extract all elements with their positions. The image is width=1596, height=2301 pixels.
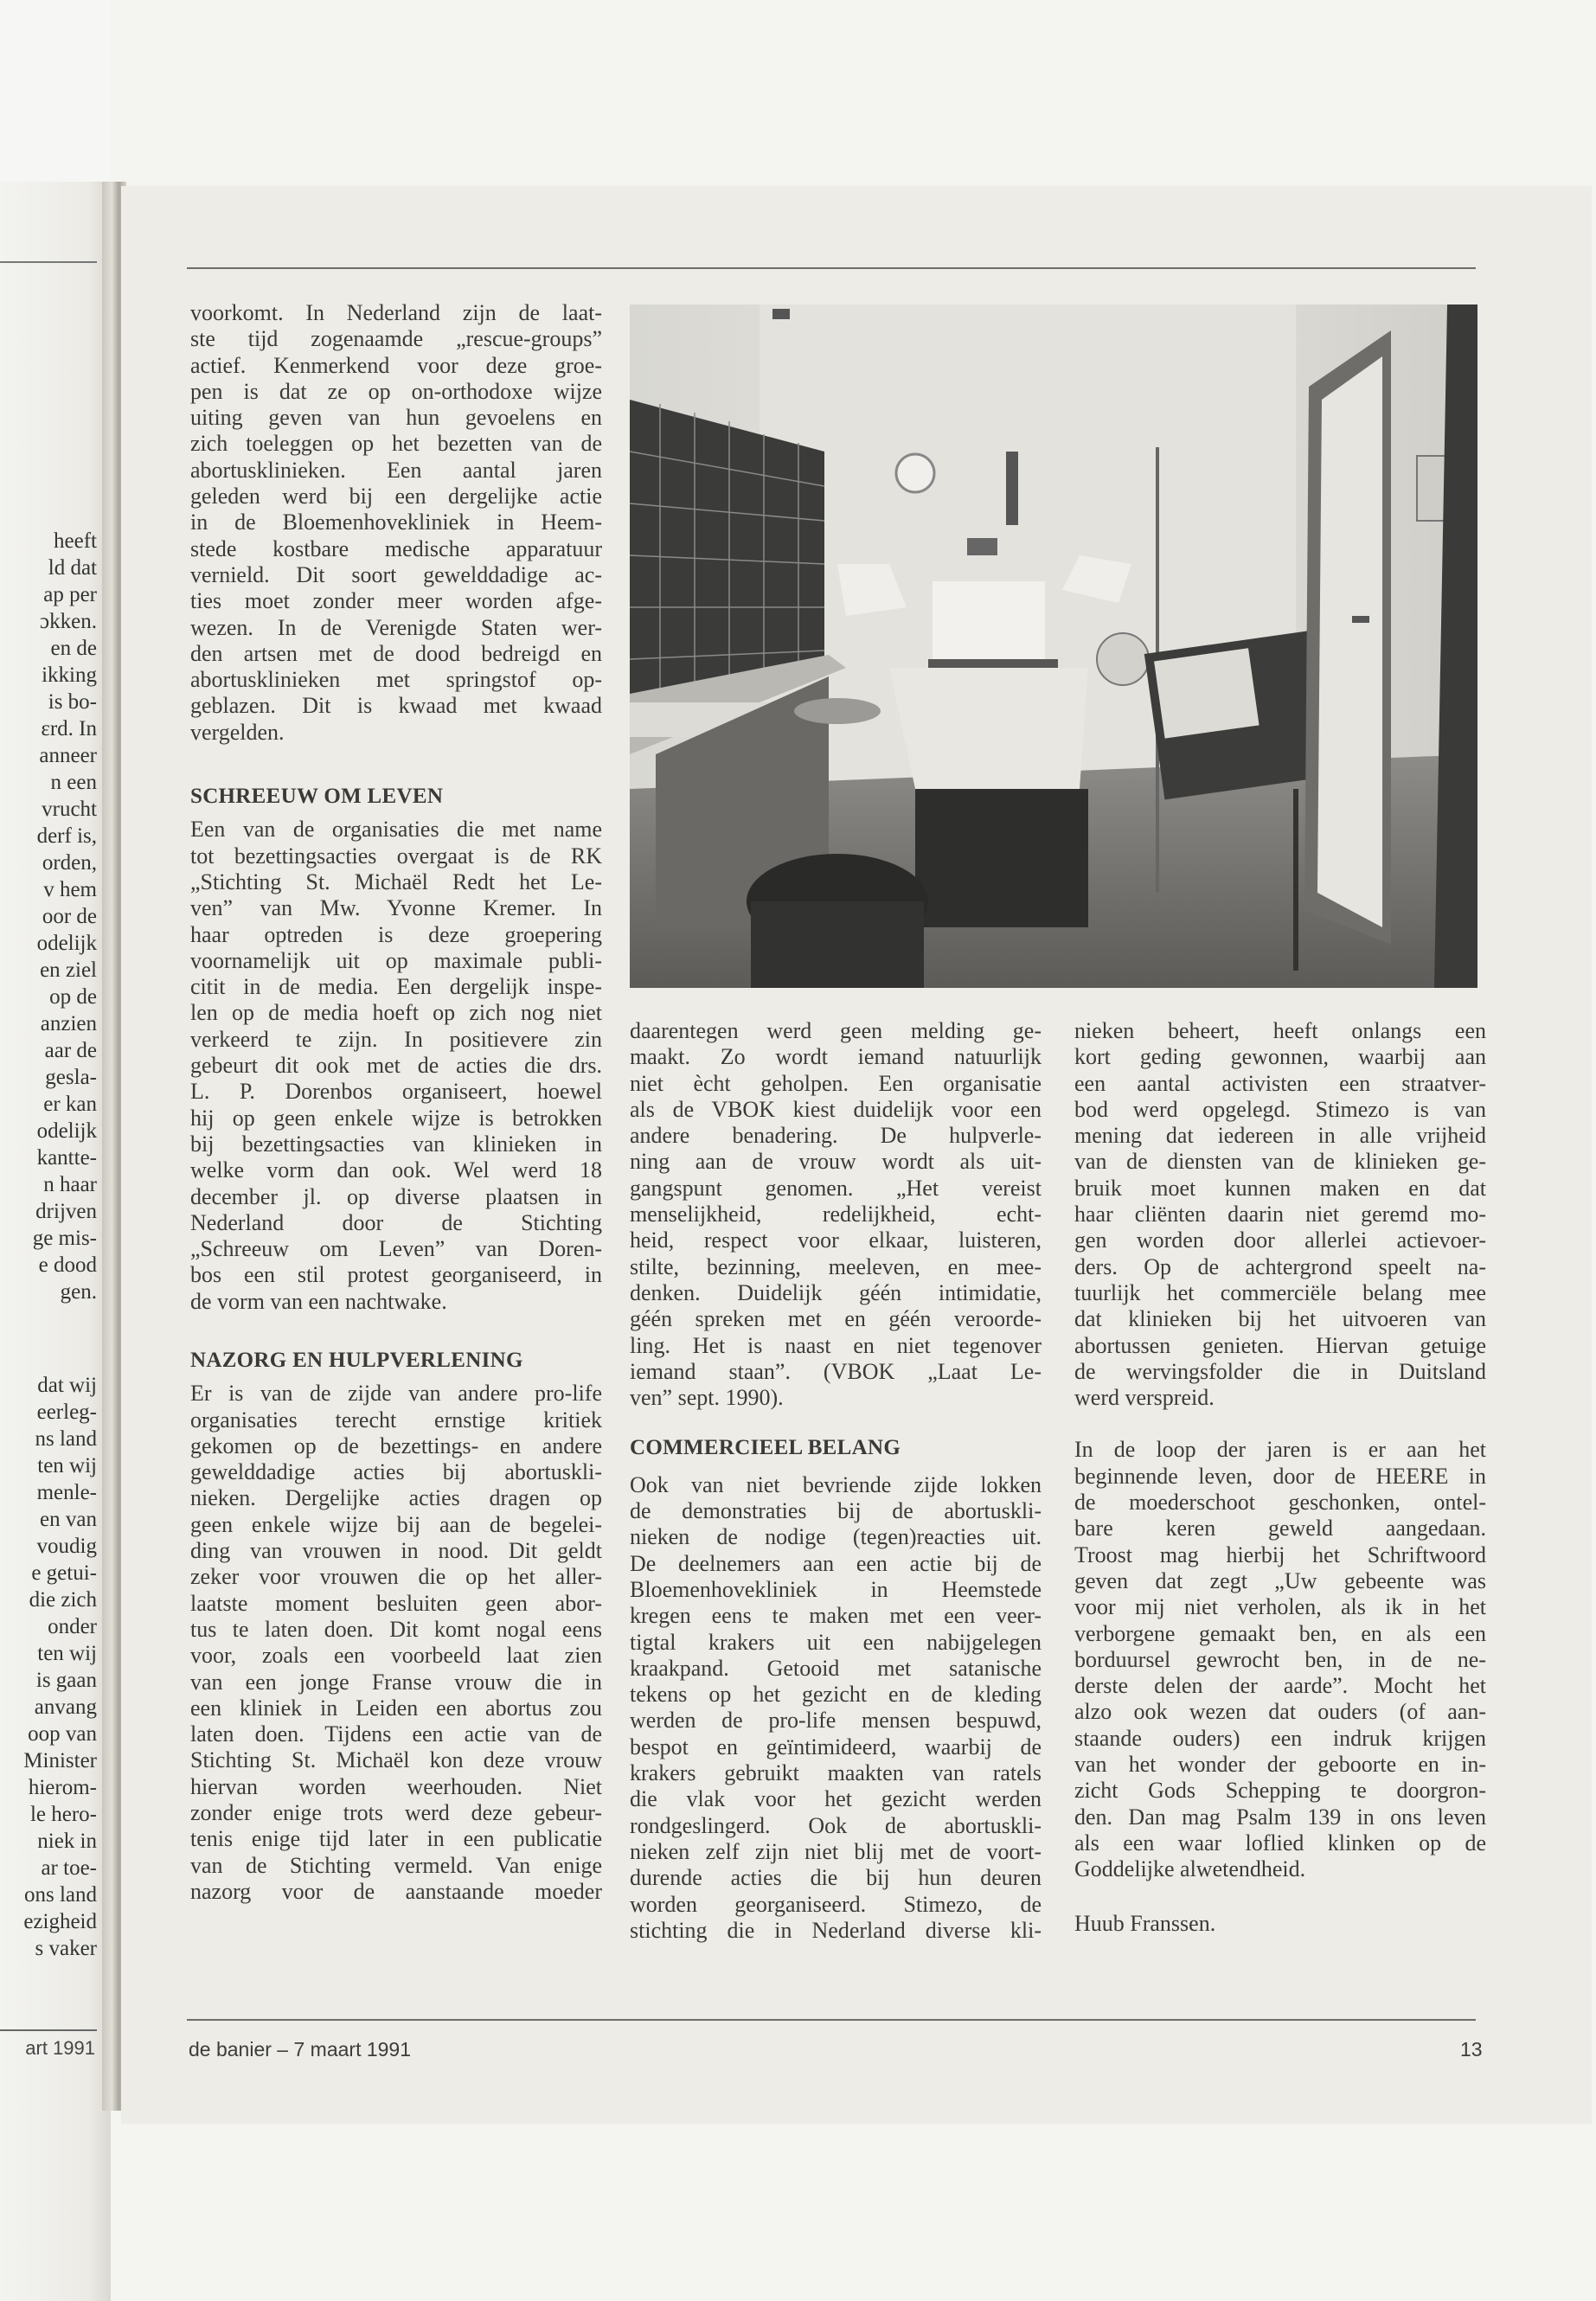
text-line: voor, zoals een voorbeeld laat zien [190,1643,602,1669]
text-line: verkeerd te zijn. In positievere zin [190,1026,602,1052]
text-line: len op de media hoeft op zich nog niet [190,1000,602,1026]
text-line: tenis enige tijd later in een publicatie [190,1826,602,1852]
column-2 [630,1018,1042,1944]
fragment-line: odelijk [36,932,97,955]
fragment-line: ap per [43,583,97,606]
text-line: van de Stichting vermeld. Van enige [190,1852,602,1878]
fragment-line: e dood [38,1253,97,1277]
text-line: de vorm van een nachtwake. [190,1288,447,1314]
text-line: ders. Op de achtergrond speelt na- [1074,1253,1486,1279]
fragment-line: n een [50,771,97,794]
fragment-line: s vaker [35,1937,97,1960]
text-line: hiervan worden weerhouden. Niet [190,1773,602,1799]
text-line: ven” sept. 1990). [630,1385,784,1411]
text-line: haar cliënten daarin niet geremd mo- [1074,1202,1486,1227]
text-line: kort geding gewonnen, waarbij aan [1074,1044,1486,1070]
fragment-line: n haar [43,1173,97,1196]
text-line: gangspunt genomen. „Het vereist [630,1175,1042,1201]
text-line: dat klinieken bij het uitvoeren van [1074,1306,1486,1332]
text-line: géén spreken met en géén veroorde- [630,1306,1042,1332]
text-line: welke vorm dan ook. Wel werd 18 [190,1157,602,1183]
text-line: tekens op het gezicht en de kleding [630,1682,1042,1708]
text-line: niet ècht geholpen. Een organisatie [630,1070,1042,1096]
text-line: de moederschoot geschonken, ontel- [1074,1490,1486,1516]
left-page-rule [0,261,97,263]
text-line: citit in de media. Een dergelijk inspe- [190,974,602,1000]
text-line: ding van vrouwen in nood. Dit geldt [190,1538,602,1564]
text-line: daarentegen werd geen melding ge- [630,1018,1042,1043]
text-line: de demonstraties bij de abortuskli- [630,1498,1042,1524]
text-line: andere benadering. De hulpverle- [630,1123,1042,1149]
text-line: den artsen met de dood bedreigd en [190,640,602,666]
text-line: kregen eens te maken met een veer- [630,1603,1042,1629]
fragment-line: ld dat [48,556,97,580]
text-line: nieken de nodige (tegen)reacties uit. [630,1524,1042,1550]
fragment-line: ar toe- [41,1856,97,1880]
paragraph [1074,1437,1486,1882]
text-line: rondgeslingerd. Ook de abortuskli- [630,1812,1042,1838]
text-line: wezen. In de Verenigde Staten wer- [190,614,602,640]
fragment-line: e getui- [31,1561,97,1585]
text-line: bruik moet kunnen maken en dat [1074,1175,1486,1201]
fragment-line: orden, [42,851,97,875]
text-line: kraakpand. Getooid met satanische [630,1655,1042,1681]
text-line: de wervingsfolder die in Duitsland [1074,1358,1486,1384]
fragment-line: derf is, [36,824,97,848]
text-line: ning aan de vrouw wordt als uit- [630,1149,1042,1175]
fragment-line: anzien [40,1012,97,1035]
left-page-footer-rule [0,2029,97,2031]
text-line: geen enkele wijze bij aan de begelei- [190,1511,602,1537]
fragment-line: oop van [28,1722,97,1746]
text-line: De deelnemers aan een actie bij de [630,1550,1042,1576]
text-line: „Stichting St. Michaël Redt het Le- [190,868,602,894]
text-line: december jl. op diverse plaatsen in [190,1183,602,1209]
text-line: Nederland door de Stichting [190,1209,602,1235]
text-line: als de VBOK kiest duidelijk voor een [630,1096,1042,1122]
fragment-line: ɔkken. [40,610,97,633]
left-page-text-fragment [0,528,97,1305]
text-line: van de diensten van de klinieken ge- [1074,1149,1486,1175]
text-line: laten doen. Tijdens een actie van de [190,1721,602,1747]
text-line: abortusklinieken met springstof op- [190,667,602,693]
fragment-line: drijven [35,1200,97,1223]
text-line: werd verspreid. [1074,1385,1215,1411]
text-line: abortusklinieken. Een aantal jaren [190,457,602,483]
text-line: stilte, bezinning, meeleven, en mee- [630,1253,1042,1279]
paragraph [190,1381,602,1905]
column-3 [1074,1018,1486,1937]
text-line: geblazen. Dit is kwaad met kwaad [190,693,602,719]
fragment-line: heeft [54,529,97,553]
fragment-line: le hero- [29,1803,97,1826]
text-line: nazorg voor de aanstaande moeder [190,1878,602,1904]
text-line: gen worden door allerlei actievoer- [1074,1227,1486,1253]
fragment-line: eerleg- [36,1400,97,1424]
text-line: beginnende leven, door de HEERE in [1074,1463,1486,1489]
text-line: van een jonge Franse vrouw die in [190,1669,602,1695]
fragment-line: en ziel [40,958,97,982]
text-line: denken. Duidelijk géén intimidatie, [630,1279,1042,1305]
text-line: tigtal krakers uit een nabijgelegen [630,1629,1042,1655]
paragraph [190,300,602,746]
text-line: organisaties terecht ernstige kritiek [190,1407,602,1433]
fragment-line: ons land [23,1883,97,1907]
text-line: in de Bloemenhovekliniek in Heem- [190,510,602,535]
text-line: tus te laten doen. Dit komt nogal eens [190,1616,602,1642]
fragment-line: aar de [44,1039,97,1062]
text-line: bij bezettingsacties van klinieken in [190,1131,602,1157]
fragment-line: en van [40,1508,97,1531]
text-line: iemand staan”. (VBOK „Laat Le- [630,1358,1042,1384]
text-line: ties moet zonder meer worden afge- [190,588,602,614]
text-line: borduursel gewrocht ben, in de ne- [1074,1646,1486,1672]
fragment-line: gesla- [45,1066,97,1089]
text-line: krakers gebruikt maakten van ratels [630,1760,1042,1786]
text-line: L. P. Dorenbos organiseert, hoewel [190,1079,602,1105]
top-rule [187,267,1476,269]
fragment-line: is gaan [35,1669,97,1692]
fragment-line: die zich [29,1588,97,1612]
text-line: nieken zelf zijn niet blij met de voort- [630,1838,1042,1864]
fragment-line: voudig [36,1535,97,1558]
fragment-line: is bo- [48,690,97,714]
text-line: stede kostbare medische apparatuur [190,535,602,561]
text-line: zich toeleggen op het bezetten van de [190,431,602,457]
fragment-line: onder [48,1615,97,1638]
fragment-line: ikking [42,663,97,687]
text-line: Troost mag hierbij het Schriftwoord [1074,1541,1486,1567]
fragment-line: hierom- [28,1776,97,1799]
text-line: vergelden. [190,719,285,745]
text-line: uiting geven van hun gevoelens en [190,405,602,431]
section-heading: NAZORG EN HULPVERLENING [190,1348,523,1372]
fragment-line: Minister [23,1749,97,1772]
fragment-line: oor de [42,905,97,928]
text-line: geleden werd bij een dergelijke actie [190,484,602,510]
text-line: een aantal activisten een straatver- [1074,1070,1486,1096]
fragment-line: gen. [60,1280,97,1304]
text-line: bespot en geïntimideerd, waarbij de [630,1734,1042,1759]
text-line: pen is dat ze op on-orthodoxe wijze [190,378,602,404]
text-line: Bloemenhovekliniek in Heemstede [630,1576,1042,1602]
text-line: van het wonder der geboorte en in- [1074,1752,1486,1778]
text-line: actief. Kenmerkend voor deze groe- [190,352,602,378]
text-line: bare keren geweld aangedaan. [1074,1516,1486,1541]
text-line: Goddelijke alwetendheid. [1074,1856,1306,1882]
text-line: een kliniek in Leiden een abortus zou [190,1695,602,1721]
text-line: den. Dan mag Psalm 139 in ons leven [1074,1804,1486,1830]
text-line: Er is van de zijde van andere pro-life [190,1381,602,1407]
section-heading: SCHREEUW OM LEVEN [190,785,444,809]
author-signature: Huub Franssen. [1074,1910,1216,1936]
previous-page-edge [0,0,111,2301]
paragraph [190,817,602,1315]
text-line: als een waar loflied klinken op de [1074,1830,1486,1856]
text-line: In de loop der jaren is er aan het [1074,1437,1486,1463]
fragment-line: op de [49,985,97,1009]
paragraph [1074,1018,1486,1411]
text-line: verborgene gemaakt ben, en als een [1074,1620,1486,1646]
text-line: die vlak voor het gezicht werden [630,1786,1042,1812]
paragraph [630,1018,1042,1411]
text-line: voornamelijk uit op maximale publi- [190,947,602,973]
left-page-footer-date: art 1991 [25,2037,95,2059]
text-line: gekomen op de bezettings- en andere [190,1433,602,1458]
fragment-line: menle- [36,1481,97,1504]
left-page-text-fragment [0,1372,97,1962]
fragment-line: odelijk [36,1119,97,1143]
text-line: zeker voor vrouwen die op het aller- [190,1564,602,1590]
text-line: voor mij niet verholen, als ik in het [1074,1594,1486,1620]
footer-rule [187,2019,1476,2021]
text-line: ven” van Mw. Yvonne Kremer. In [190,895,602,921]
text-line: nieken beheert, heeft onlangs een [1074,1018,1486,1043]
text-line: ling. Het is naast en niet tegenover [630,1332,1042,1358]
text-line: ste tijd zogenaamde „rescue-groups” [190,326,602,352]
text-line: bos een stil protest georganiseerd, in [190,1262,602,1288]
publication-footer: de banier – 7 maart 1991 [189,2038,412,2061]
fragment-line: ten wij [37,1642,97,1665]
fragment-line: v hem [43,878,97,901]
text-line: maakt. Zo wordt iemand natuurlijk [630,1044,1042,1070]
fragment-line: ezigheid [23,1910,97,1933]
text-line: durende acties die bij hun deuren [630,1865,1042,1891]
text-line: tot bezettingsacties overgaat is de RK [190,843,602,868]
text-line: heid, respect voor elkaar, luisteren, [630,1227,1042,1253]
text-line: abortussen genieten. Hiervan getuige [1074,1332,1486,1358]
text-line: vernield. Dit soort gewelddadige ac- [190,561,602,587]
text-line: staande ouders) een indruk krijgen [1074,1725,1486,1751]
text-line: tuurlijk het commerciële belang mee [1074,1279,1486,1305]
tiled-wall [630,400,824,702]
text-line: alzo ook wezen dat ouders (of aan- [1074,1699,1486,1725]
text-line: Ook van niet bevriende zijde lokken [630,1471,1042,1497]
column-1 [190,300,602,1905]
fragment-line: en de [50,637,97,660]
fragment-line: ns land [35,1427,97,1451]
paragraph [630,1472,1042,1944]
fragment-line: anneer [39,744,97,767]
fragment-line: kantte- [36,1146,97,1170]
text-line: gebeurt dit ook met de acties die drs. [190,1053,602,1079]
text-line: mening dat iedereen in alle vrijheid [1074,1123,1486,1149]
fragment-line: vrucht [42,798,97,821]
page-number: 13 [1460,2038,1483,2061]
text-line: worden georganiseerd. Stimezo, de [630,1891,1042,1917]
fragment-line: niek in [37,1830,97,1853]
text-line: bod werd opgelegd. Stimezo is van [1074,1096,1486,1122]
text-line: Een van de organisaties die met name [190,817,602,843]
text-line: laatste moment besluiten geen abor- [190,1590,602,1616]
text-line: zicht Gods Schepping te doorgron- [1074,1778,1486,1804]
text-line: voorkomt. In Nederland zijn de laat- [190,300,602,325]
fragment-line: anvang [34,1695,97,1719]
text-line: haar optreden is deze groepering [190,921,602,947]
text-line: zonder enige trots werd deze gebeur- [190,1800,602,1826]
text-line: gewelddadige acties bij abortuskli- [190,1459,602,1485]
fragment-line: ten wij [37,1454,97,1477]
text-line: hij op geen enkele wijze is betrokken [190,1105,602,1131]
text-line: nieken. Dergelijke acties dragen op [190,1485,602,1511]
section-heading: COMMERCIEEL BELANG [630,1436,901,1460]
text-line: stichting die in Nederland diverse kli- [630,1917,1042,1943]
text-line: geven dat zegt „Uw gebeente was [1074,1567,1486,1593]
text-line: menselijkheid, redelijkheid, echt- [630,1202,1042,1227]
text-line: Stichting St. Michaël kon deze vrouw [190,1747,602,1773]
fragment-line: dat wij [37,1374,97,1397]
fragment-line: ge mis- [32,1227,97,1250]
text-line: werden de pro-life mensen bespuwd, [630,1708,1042,1734]
clinic-room-photo [630,304,1477,988]
text-line: derste delen der aarde”. Mocht het [1074,1673,1486,1699]
fragment-line: er kan [43,1093,97,1116]
fragment-line: ɛrd. In [41,717,97,740]
text-line: „Schreeuw om Leven” van Doren- [190,1236,602,1262]
